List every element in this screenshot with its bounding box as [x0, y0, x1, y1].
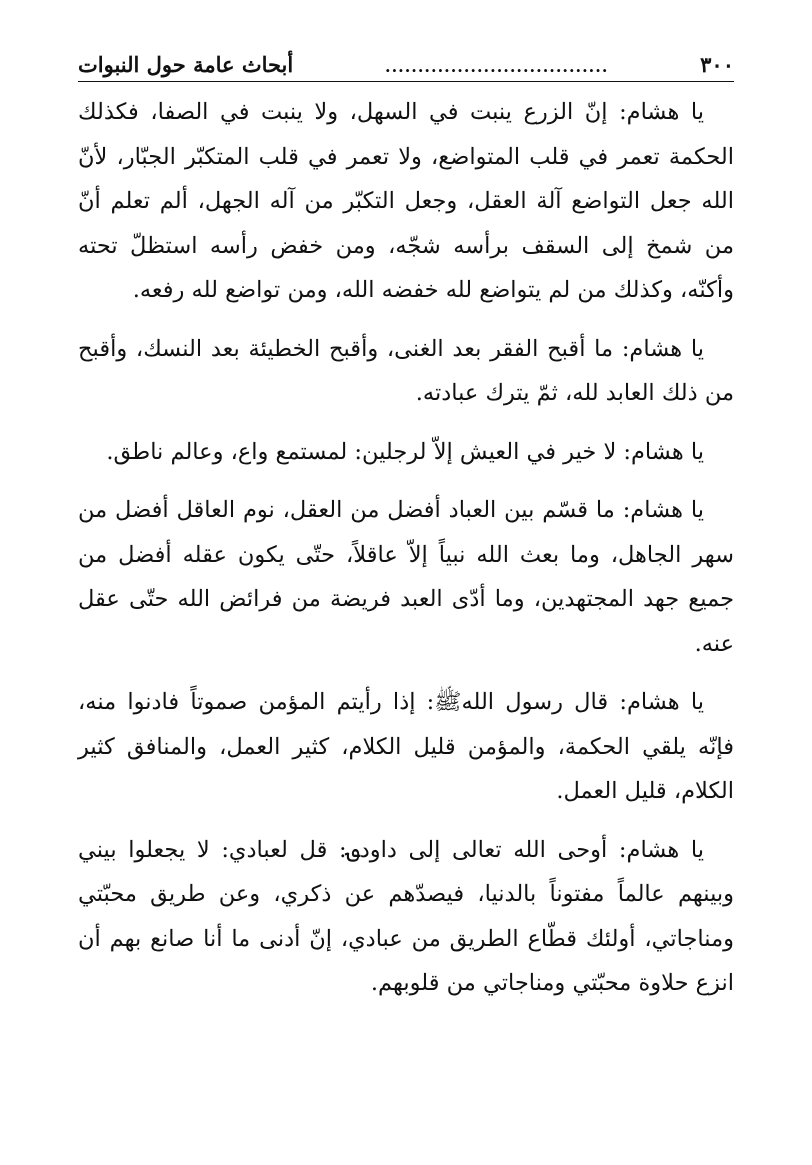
running-title: أبحاث عامة حول النبوات: [78, 52, 294, 77]
paragraph-3: يا هشام: لا خير في العيش إلاّ لرجلين: لمستمع واع، وعالم ناطق.: [106, 438, 704, 465]
paragraph-6: يا هشام: أوحى الله تعالى إلى داود؈: قل لعبادي: لا يجعلوا بيني وبينهم عالماً مفتوناً بالدنيا، فيصدّهم عن ذكري، وعن طريق محبّتي ومناجاتي، أولئك قطّاع الطريق من عبادي، إنّ أدنى ما أنا صانع بهم أن انزع حلاوة محبّتي ومناجاتي من قلوبهم.: [78, 836, 734, 996]
book-page: [78, 38, 734, 1020]
page-number: ٣٠٠: [700, 52, 734, 77]
paragraph-1: يا هشام: إنّ الزرع ينبت في السهل، ولا ينبت في الصفا، فكذلك الحكمة تعمر في قلب المتواضع، ولا تعمر في قلب المتكبّر الجبّار، لأنّ الله جعل التواضع آلة العقل، وجعل التكبّر من آله الجهل، ألم تعلم أنّ من شمخ إلى السقف برأسه شجّه، ومن خفض رأسه استظلّ تحته وأكنّه، وكذلك من لم يتواضع لله خفضه الله، ومن تواضع لله رفعه.: [78, 99, 734, 303]
paragraph-5: يا هشام: قال رسول اللهﷺ: إذا رأيتم المؤمن صموتاً فادنوا منه، فإنّه يلقي الحكمة، والمؤمن قليل الكلام، كثير العمل، والمنافق كثير الكلام، قليل العمل.: [78, 689, 734, 804]
paragraph-2: يا هشام: ما أقبح الفقر بعد الغنى، وأقبح الخطيئة بعد النسك، وأقبح من ذلك العابد لله، ثمّ يترك عبادته.: [78, 335, 734, 406]
paragraph-4: يا هشام: ما قسّم بين العباد أفضل من العقل، نوم العاقل أفضل من سهر الجاهل، وما بعث الله نبياً إلاّ عاقلاً، حتّى يكون عقله أفضل من جميع جهد المجتهدين، وما أدّى العبد فريضة من فرائض الله حتّى عقل عنه.: [78, 497, 734, 657]
header-leader-dots: ..................................: [385, 59, 609, 75]
running-header: [78, 38, 734, 82]
page-body: [78, 90, 734, 1006]
